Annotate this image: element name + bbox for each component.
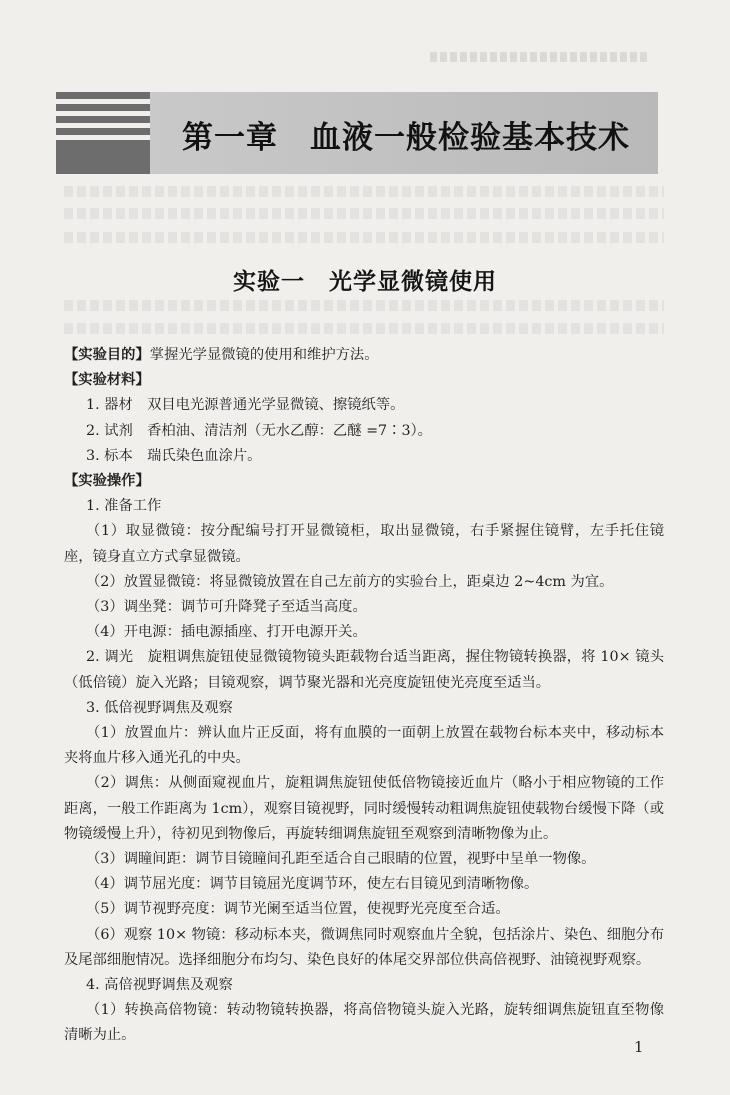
show-through-text bbox=[64, 232, 664, 243]
page-number: 1 bbox=[634, 1038, 644, 1056]
chapter-title: 第一章 血液一般检验基本技术 bbox=[182, 120, 630, 156]
show-through-text bbox=[64, 208, 664, 219]
step-paragraph: （5）调节视野亮度：调节光阑至适当位置，使视野光亮度至合适。 bbox=[86, 901, 510, 918]
operation-label: 【实验操作】 bbox=[64, 473, 150, 490]
step-paragraph: （1）转换高倍物镜：转动物镜转换器，将高倍物镜头旋入光路，旋转细调焦旋钮直至物像清晰为止。 bbox=[64, 1002, 664, 1044]
step-paragraph: （6）观察 10× 物镜：移动标本夹，微调焦同时观察血片全貌，包括涂片、染色、细胞分布及尾部细胞情况。选择细胞分布均匀、染色良好的体尾交界部位供高倍视野、油镜视野观察。 bbox=[64, 926, 664, 968]
step-paragraph: （3）调坐凳：调节可升降凳子至适当高度。 bbox=[86, 599, 367, 616]
step-paragraph: （4）开电源：插电源插座、打开电源开关。 bbox=[86, 624, 367, 641]
show-through-text bbox=[64, 186, 664, 197]
step-paragraph: （3）调瞳间距：调节目镜瞳间孔距至适合自己眼睛的位置，视野中呈单一物像。 bbox=[86, 851, 596, 868]
step-paragraph: （4）调节屈光度：调节目镜屈光度调节环，使左右目镜见到清晰物像。 bbox=[86, 876, 539, 893]
step-heading: 1. 准备工作 bbox=[86, 498, 162, 515]
step-paragraph: （2）调焦：从侧面窥视血片，旋粗调焦旋钮使低倍物镜接近血片（略小于相应物镜的工作距离，一般工作距离为 1cm），观察目镜视野，同时缓慢转动粗调焦旋钮使载物台缓慢下降（或物镜缓慢上升），待初见到物像后，再旋转细调焦旋钮至观察到清晰物像为止。 bbox=[64, 775, 664, 842]
step-paragraph: （2）放置显微镜：将显微镜放置在自己左前方的实验台上，距桌边 2~4cm 为宜。 bbox=[86, 573, 614, 590]
show-through-text bbox=[64, 323, 664, 334]
show-through-text bbox=[64, 300, 664, 311]
step-paragraph: （1）放置血片：辨认血片正反面，将有血膜的一面朝上放置在载物台标本夹中，移动标本夹将血片移入通光孔的中央。 bbox=[64, 725, 664, 767]
materials-label: 【实验材料】 bbox=[64, 372, 150, 389]
step-paragraph: 2. 调光 旋粗调焦旋钮使显微镜物镜头距载物台适当距离，握住物镜转换器，将 10× 镜头（低倍镜）旋入光路；目镜观察，调节聚光器和光亮度旋钮使光亮度至适当。 bbox=[64, 649, 664, 691]
body-text bbox=[64, 343, 664, 1049]
purpose-line bbox=[64, 343, 664, 368]
purpose-text: 掌握光学显微镜的使用和维护方法。 bbox=[149, 347, 379, 363]
chapter-stripes-decoration bbox=[56, 92, 150, 174]
materials-item: 3. 标本 瑞氏染色血涂片。 bbox=[86, 447, 262, 464]
materials-item: 2. 试剂 香柏油、清洁剂（无水乙醇：乙醚 =7∶3）。 bbox=[86, 422, 432, 439]
purpose-label: 【实验目的】 bbox=[64, 347, 150, 363]
show-through-text bbox=[430, 52, 650, 62]
step-heading: 3. 低倍视野调焦及观察 bbox=[86, 699, 233, 716]
materials-item: 1. 器材 双目电光源普通光学显微镜、擦镜纸等。 bbox=[86, 397, 405, 414]
section-title: 实验一 光学显微镜使用 bbox=[233, 268, 497, 295]
step-paragraph: （1）取显微镜：按分配编号打开显微镜柜，取出显微镜，右手紧握住镜臂，左手托住镜座，镜身直立方式拿显微镜。 bbox=[64, 523, 664, 565]
step-heading: 4. 高倍视野调焦及观察 bbox=[86, 977, 233, 994]
